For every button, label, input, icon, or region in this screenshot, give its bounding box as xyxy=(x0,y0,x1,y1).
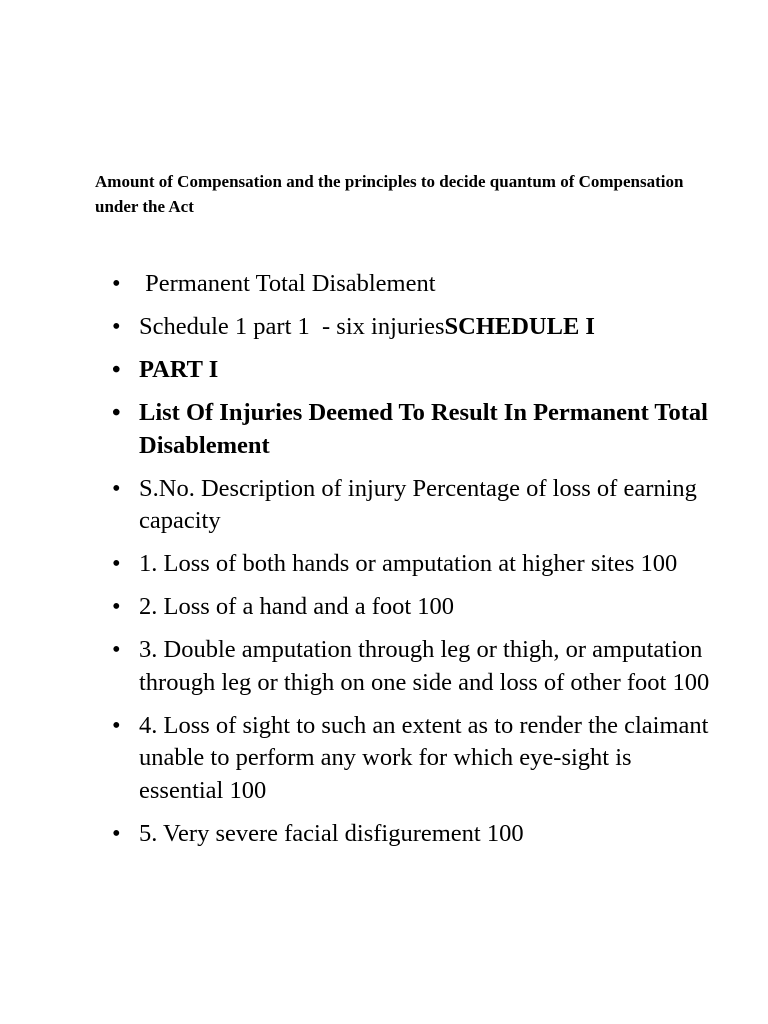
bullet-glyph: • xyxy=(112,550,121,577)
list-item-injury-list-title xyxy=(112,397,722,462)
list-item-text: S.No. Description of injury Percentage of loss of earning capacity xyxy=(139,474,697,534)
list-item-text: 4. Loss of sight to such an extent as to render the claimant unable to perform any work for which eye-sight is essential 100 xyxy=(139,711,709,804)
list-item-text: 1. Loss of both hands or amputation at higher sites 100 xyxy=(139,550,678,577)
bullet-glyph: • xyxy=(112,819,121,847)
list-item-part-title xyxy=(112,354,722,387)
document-heading: Amount of Compensation and the principles to decide quantum of Compensation under the Act xyxy=(95,172,684,216)
schedule-title: SCHEDULE I xyxy=(444,313,595,340)
list-item-column-headers xyxy=(112,473,722,538)
list-item-injury-2 xyxy=(112,591,722,624)
bullet-glyph: • xyxy=(112,399,121,426)
bullet-glyph: • xyxy=(112,711,121,739)
list-item-text: 2. Loss of a hand and a foot 100 xyxy=(139,593,455,620)
list-item-injury-4 xyxy=(112,710,722,808)
list-item-text: Schedule 1 part 1 - six injuries xyxy=(139,313,445,340)
list-item-injury-1 xyxy=(112,548,722,581)
list-item-text: PART I xyxy=(139,356,219,383)
list-item-text: 3. Double amputation through leg or thigh, or amputation through leg or thigh on one side and loss of other foot 100 xyxy=(139,636,710,696)
list-item-injury-5 xyxy=(112,818,722,851)
bullet-glyph: • xyxy=(112,313,121,340)
bullet-glyph: • xyxy=(112,270,121,297)
bullet-glyph: • xyxy=(112,356,121,383)
list-item-schedule-part xyxy=(112,311,722,344)
list-item-injury-3 xyxy=(112,634,722,699)
bullet-glyph: • xyxy=(112,474,121,502)
list-item-text: Permanent Total Disablement xyxy=(139,270,436,297)
list-item-permanent-total-disablement xyxy=(112,268,722,301)
bullet-glyph: • xyxy=(112,593,121,620)
list-item-text: List Of Injuries Deemed To Result In Permanent Total Disablement xyxy=(139,399,708,459)
list-item-text: 5. Very severe facial disfigurement 100 xyxy=(139,819,524,847)
bullet-list xyxy=(112,268,722,861)
bullet-glyph: • xyxy=(112,636,121,663)
